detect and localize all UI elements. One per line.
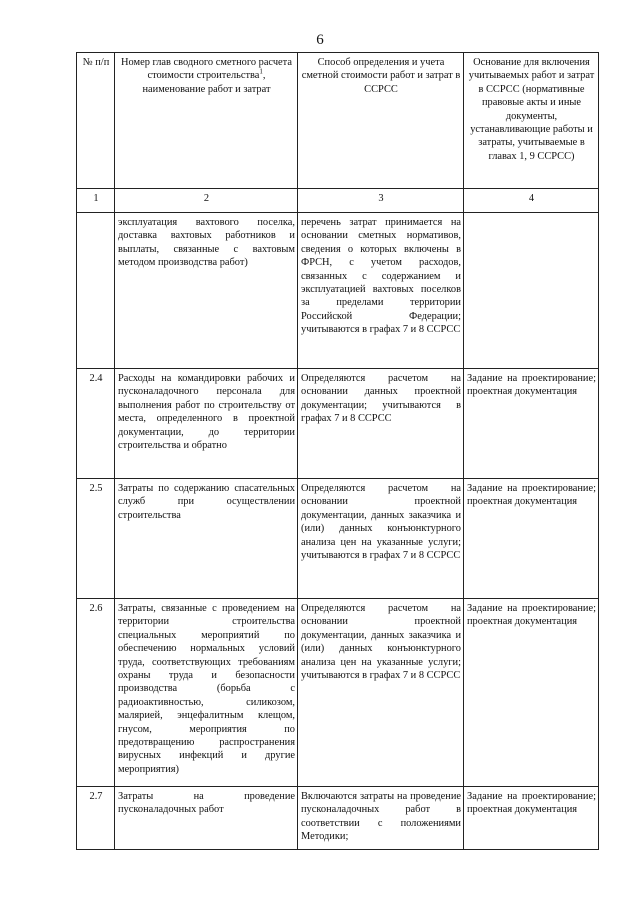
row-basis: Задание на проектирование; проектная документация	[464, 479, 599, 599]
table-row	[77, 787, 599, 850]
row-work-name: Расходы на командировки рабочих и пусконаладочного персонала для выполнения работ по строительству от места, определенного в проектной документации, до территории строительства и обратно	[115, 369, 298, 479]
header-col-num: № п/п	[77, 53, 115, 189]
row-method: Определяются расчетом на основании проектной документации, данных заказчика и (или) данных конъюнктурного анализа цен на указанные услуги; учитываются в графах 7 и 8 ССРСС	[298, 479, 464, 599]
header-col-name: Номер глав сводного сметного расчета стоимости строительства$^1$, наименование работ и затрат	[115, 53, 298, 189]
row-basis: Задание на проектирование; проектная документация	[464, 369, 599, 479]
footnote-mark: 1	[259, 67, 263, 76]
header-col-method: Способ определения и учета сметной стоимости работ и затрат в ССРСС	[298, 53, 464, 189]
table-row	[77, 479, 599, 599]
row-method: Определяются расчетом на основании проектной документации, данных заказчика и (или) данных конъюнктурного анализа цен на указанные услуги; учитываются в графах 7 и 8 ССРСС	[298, 599, 464, 787]
row-basis	[464, 213, 599, 369]
table-header-row	[77, 53, 599, 189]
column-number: 2	[115, 189, 298, 213]
column-number-row	[77, 189, 599, 213]
column-number: 4	[464, 189, 599, 213]
row-method: перечень затрат принимается на основании сметных нормативов, сведения о которых включены в ФРСН, с учетом расходов, связанных с содержанием и эксплуатацией вахтовых поселков за пределами территории Российской Федерации; учитываются в графах 7 и 8 ССРСС	[298, 213, 464, 369]
row-number	[77, 213, 115, 369]
row-number: 2.5	[77, 479, 115, 599]
row-work-name: эксплуатация вахтового поселка, доставка вахтовых работников и выплаты, связанные с вахтовым методом производства работ)	[115, 213, 298, 369]
table-row	[77, 599, 599, 787]
header-col-basis: Основание для включения учитываемых работ и затрат в ССРСС (нормативные правовые акты и иные документы, устанавливающие работы и затраты, учитываемые в главах 1, 9 ССРСС)	[464, 53, 599, 189]
table-row	[77, 213, 599, 369]
row-method: Включаются затраты на проведение пусконаладочных работ в соответствии с положениями Методики;	[298, 787, 464, 850]
table-row	[77, 369, 599, 479]
row-work-name: Затраты на проведение пусконаладочных работ	[115, 787, 298, 850]
row-number: 2.6	[77, 599, 115, 787]
row-number: 2.7	[77, 787, 115, 850]
row-basis: Задание на проектирование; проектная документация	[464, 787, 599, 850]
page-number: 6	[316, 32, 324, 48]
row-number: 2.4	[77, 369, 115, 479]
column-number: 1	[77, 189, 115, 213]
column-number: 3	[298, 189, 464, 213]
row-basis: Задание на проектирование; проектная документация	[464, 599, 599, 787]
row-work-name: Затраты, связанные с проведением на территории строительства специальных мероприятий по обеспечению нормальных условий труда, соответствующих требованиям охраны труда и безопасности производства (борьба с радиоактивностью, силикозом, малярией, энцефалитным клещом, гнусом, мероприятия по предотвращению распространения вирусных инфекций и другие мероприятия)	[115, 599, 298, 787]
row-method: Определяются расчетом на основании данных проектной документации; учитываются в графах 7 и 8 ССРСС	[298, 369, 464, 479]
cost-table	[76, 52, 599, 850]
row-work-name: Затраты по содержанию спасательных служб при осуществлении строительства	[115, 479, 298, 599]
